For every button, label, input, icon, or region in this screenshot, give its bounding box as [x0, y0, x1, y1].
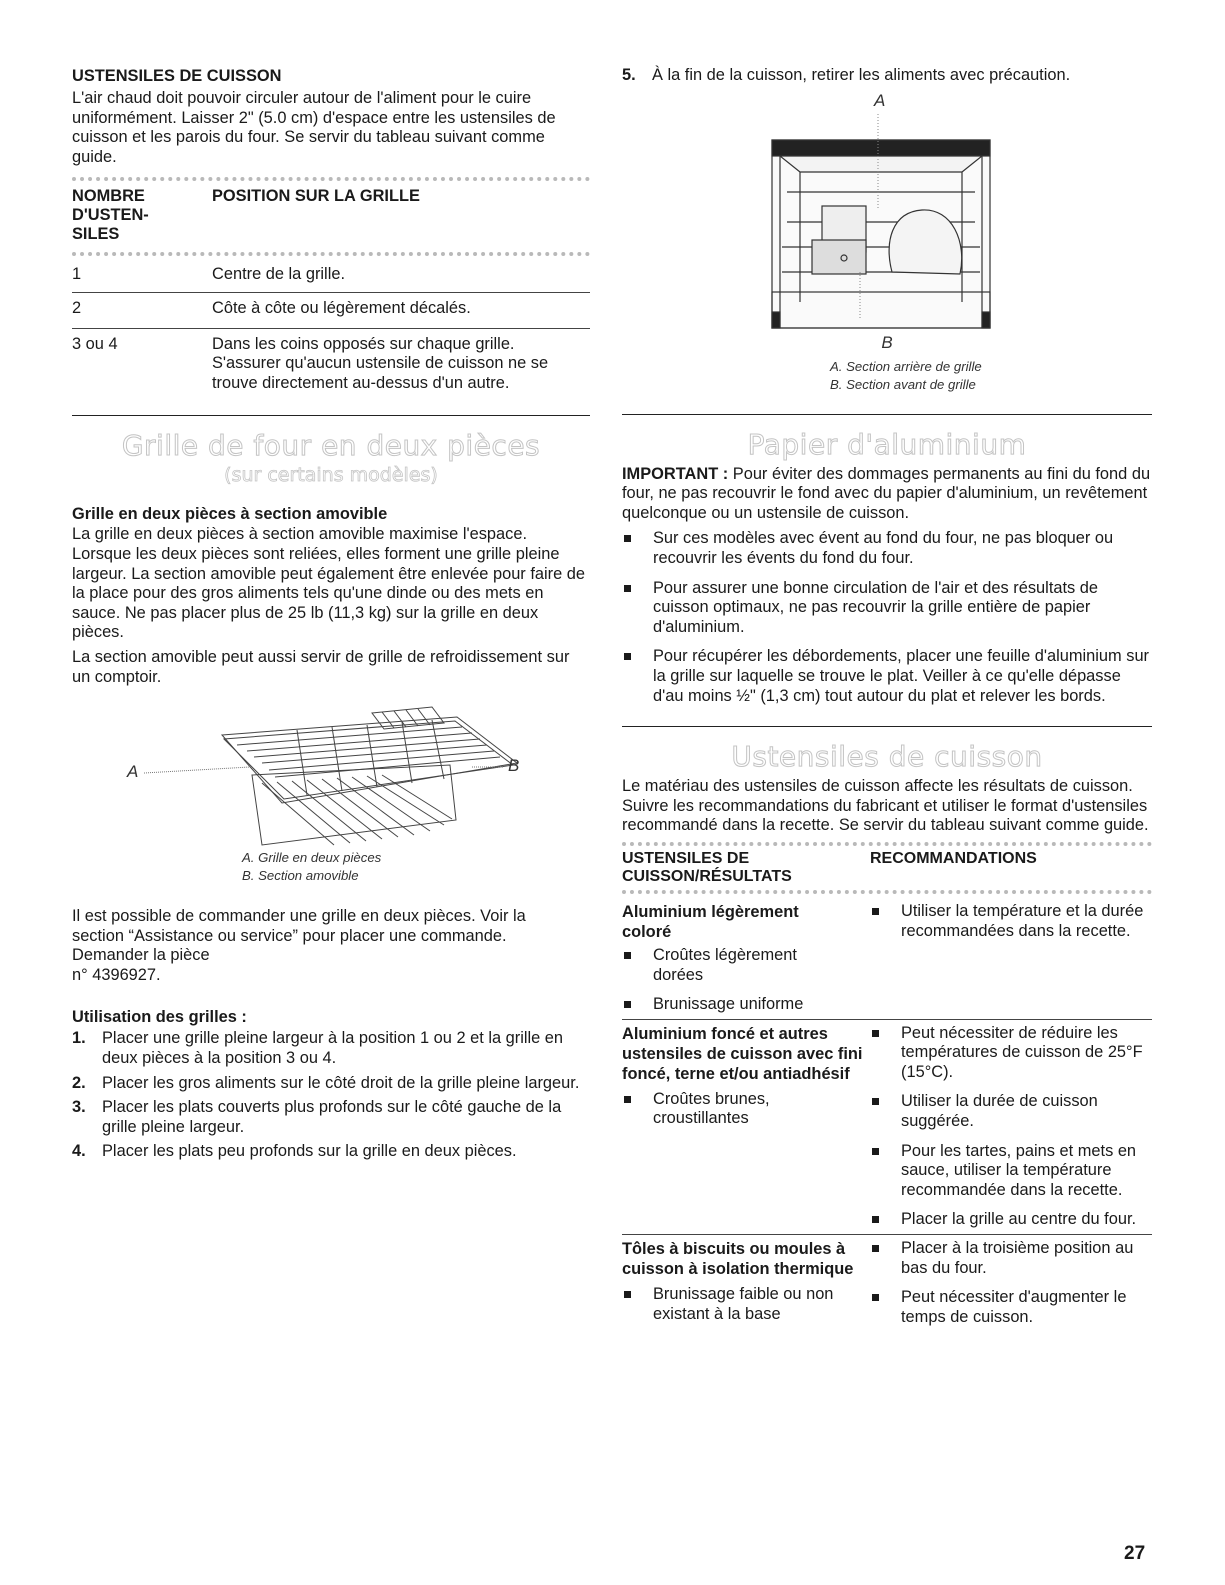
list-item: Utiliser la température et la durée recommandées dans la recette. [870, 902, 1152, 941]
oven-label-b: B [881, 332, 893, 352]
oven-rack-figure [622, 92, 1152, 332]
list-item: 1. Placer une grille pleine largeur à la position 1 ou 2 et la grille en deux pièces à la position 3 ou 4. [72, 1029, 564, 1068]
list-item: Peut nécessiter de réduire les températures de cuisson de 25°F (15°C). [870, 1024, 1152, 1083]
list-item: Sur ces modèles avec évent au fond du four, ne pas bloquer ou recouvrir les évents du fond du four. [622, 529, 1152, 568]
col-header-position: POSITION SUR LA GRILLE [212, 187, 420, 206]
rack-label-b: B [508, 756, 520, 776]
table-top-rule [72, 177, 590, 181]
aluminum-important-para: IMPORTANT : Pour éviter des dommages permanents au fini du fond du four, ne pas recouvrir le fond avec du papier d'aluminium, un revêtement quelconque ou un ustensile de cuisson. [622, 464, 1151, 522]
table-row: 3 ou 4 Dans les coins opposés sur chaque grille. S'assurer qu'aucun ustensile de cuisson ne se trouve directement au-dessus d'un autre. [72, 334, 549, 392]
page-number: 27 [1124, 1543, 1146, 1564]
table-row: Tôles à biscuits ou moules à cuisson à isolation thermique Brunissage faible ou non existant à la base Placer à la troisième position au bas du four. Peut nécessiter d'augmenter le temps de cuisson. [622, 1239, 1152, 1327]
table-row: Aluminium légèrement coloré Croûtes légèrement dorées Brunissage uniforme Utiliser la température et la durée recommandées dans la recette. [622, 902, 1152, 1015]
oven-rack-section-title: Grille de four en deux pièces [121, 429, 541, 463]
aluminum-foil-section-title: Papier d'aluminium [747, 427, 1027, 461]
two-piece-rack-para: La grille en deux pièces à section amovible maximise l'espace. Lorsque les deux pièces sont reliées, elles forment une grille pleine largeur. La section amovible peut également être enlevée pour faire de la place pour des gros aliments tels qu'une dinde ou des mets en sauce. Ne pas placer plus de 25 lb (11,3 kg) sur la grille en deux pièces. [72, 525, 585, 642]
left-column [72, 62, 590, 1162]
cookware-material-intro: Le matériau des ustensiles de cuisson affecte les résultats de cuisson. Suivre les recommandations du fabricant et utiliser le format d'ustensiles recommandé dans la recette. Se servir du tableau suivant comme guide. [622, 777, 1149, 835]
rack-usage-steps [72, 1029, 590, 1162]
table-top-rule [622, 842, 1152, 846]
list-item: Pour assurer une bonne circulation de l'air et des résultats de cuisson optimaux, ne pas recouvrir la grille entière de papier d'aluminium. [622, 579, 1152, 638]
oven-label-a: A [874, 90, 886, 110]
section-divider [622, 726, 1152, 727]
list-item: Pour les tartes, pains et mets en sauce, utiliser la température recommandée dans la recette. [870, 1142, 1152, 1201]
table-row: 1 Centre de la grille. [72, 265, 346, 284]
table-header-row: USTENSILES DE CUISSON/RÉSULTATS RECOMMANDATIONS [622, 849, 1037, 885]
cookware-heading: USTENSILES DE CUISSON [72, 67, 282, 85]
list-item: Pour récupérer les débordements, placer une feuille d'aluminium sur la grille sur laquelle se trouve le plat. Veiller à ce qu'elle dépasse d'au moins ½" (1,3 cm) tout autour du plat et relever les bords. [622, 647, 1152, 706]
rack-figure-captions: A. Grille en deux pièces B. Section amovible [242, 850, 382, 884]
list-item: 3. Placer les plats couverts plus profonds sur le côté gauche de la grille pleine largeur. [72, 1098, 562, 1136]
cooling-rack-para: La section amovible peut aussi servir de grille de refroidissement sur un comptoir. [72, 647, 570, 686]
list-item: Croûtes brunes, croustillantes [622, 1090, 840, 1129]
col-header-count: NOMBRE D'USTEN- SILES [72, 187, 149, 244]
section-divider [72, 415, 590, 416]
right-column [622, 62, 1152, 1327]
cookware-intro: L'air chaud doit pouvoir circuler autour de l'aliment pour le cuire uniformément. Laisser 2" (5.0 cm) d'espace entre les ustensiles de cuisson et les parois du four. Se servir du tableau suivant comme guide. [72, 89, 556, 166]
two-piece-rack-figure [72, 695, 590, 847]
cookware-position-table [72, 187, 590, 244]
oven-rack-section-subtitle: (sur certains modèles) [224, 464, 438, 487]
order-rack-para: Il est possible de commander une grille en deux pièces. Voir la section “Assistance ou service” pour placer une commande. Demander la pièce n° 4396927. [72, 907, 526, 984]
table-row: Aluminium foncé et autres ustensiles de cuisson avec fini foncé, terne et/ou antiadhésif Croûtes brunes, croustillantes Peut nécessiter de réduire les températures de cuisson de 25°F (15°C). Utiliser la durée de cuisson suggérée. Pour les tartes, pains et mets en sauce, utiliser la température recommandée dans la recette. Placer la grille au centre du four. [622, 1024, 1152, 1230]
list-item: 4. Placer les plats peu profonds sur la grille en deux pièces. [72, 1142, 517, 1161]
list-item: Croûtes légèrement dorées [622, 946, 840, 985]
list-item: Placer la grille au centre du four. [870, 1210, 1152, 1230]
cookware-recommendations-table [622, 850, 1152, 1328]
cookware-section-title: Ustensiles de cuisson [731, 740, 1043, 774]
aluminum-bullets [622, 529, 1152, 706]
list-item: 5. À la fin de la cuisson, retirer les aliments avec précaution. [622, 66, 1071, 84]
table-row: 2 Côte à côte ou légèrement décalés. [72, 298, 471, 317]
table-header-row [72, 187, 590, 244]
list-item: Brunissage faible ou non existant à la base [622, 1285, 850, 1324]
oven-figure-captions: A. Section arrière de grille B. Section avant de grille [830, 358, 982, 392]
list-item: 2. Placer les gros aliments sur le côté droit de la grille pleine largeur. [72, 1073, 580, 1092]
list-item: Placer à la troisième position au bas du four. [870, 1239, 1152, 1278]
rack-usage-heading: Utilisation des grilles : [72, 1008, 247, 1027]
list-item: Brunissage uniforme [622, 995, 840, 1015]
list-item: Peut nécessiter d'augmenter le temps de cuisson. [870, 1288, 1152, 1327]
two-piece-rack-heading: Grille en deux pièces à section amovible [72, 505, 388, 524]
list-item: Utiliser la durée de cuisson suggérée. [870, 1092, 1152, 1131]
rack-label-a: A [127, 762, 139, 782]
oven-interior-illustration [622, 92, 1152, 332]
section-divider [622, 414, 1152, 415]
